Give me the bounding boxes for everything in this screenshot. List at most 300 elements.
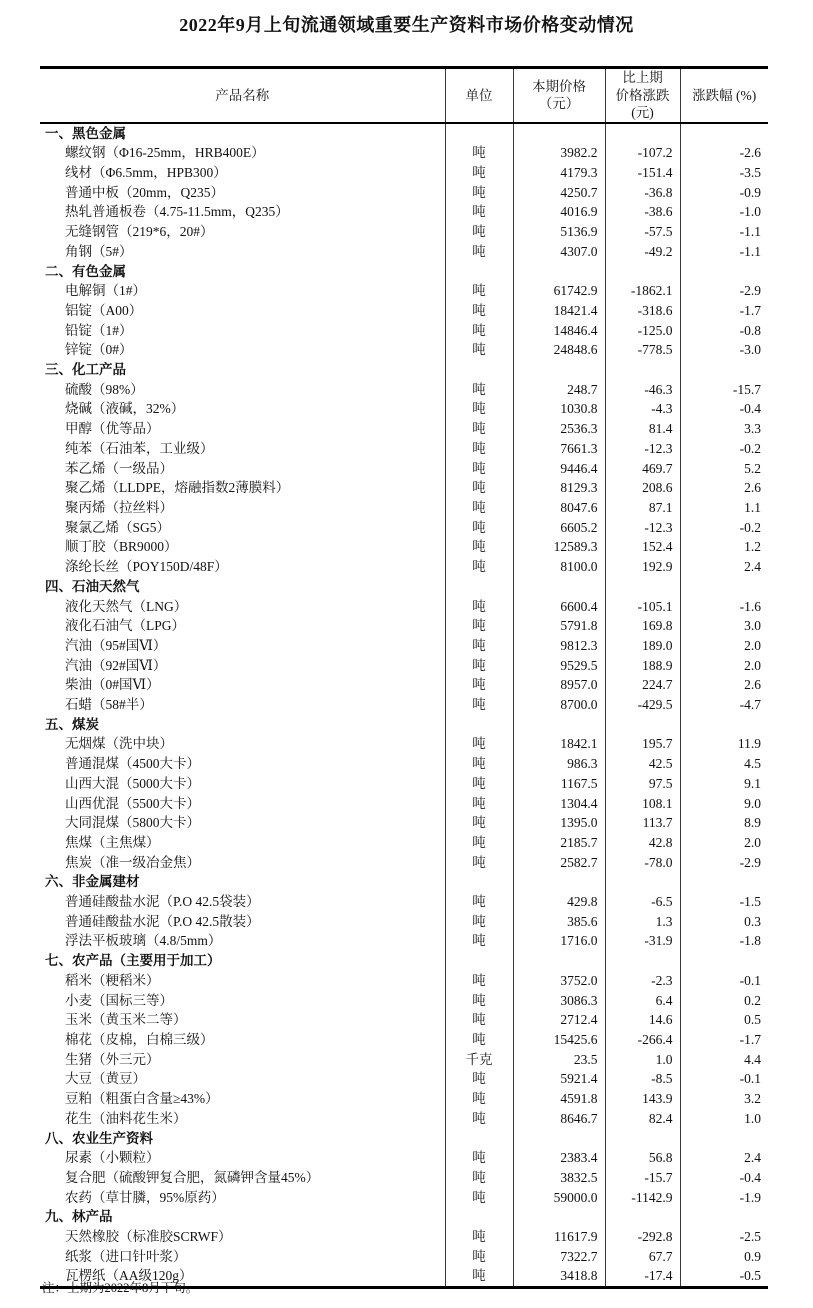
product-name-cell: 棉花（皮棉，白棉三级） — [65, 1031, 214, 1047]
product-row — [40, 518, 768, 538]
product-row — [40, 222, 768, 242]
change-cell — [605, 262, 680, 282]
pct-cell — [680, 262, 768, 282]
header-row — [40, 68, 768, 123]
product-row — [40, 1030, 768, 1050]
price-cell: 1716.0 — [513, 931, 605, 951]
change-cell: -266.4 — [605, 1030, 680, 1050]
pct-cell: 3.3 — [680, 419, 768, 439]
price-cell: 3418.8 — [513, 1266, 605, 1287]
pct-cell: 1.1 — [680, 498, 768, 518]
product-row — [40, 537, 768, 557]
product-row — [40, 833, 768, 853]
pct-cell: 4.5 — [680, 754, 768, 774]
unit-cell: 吨 — [445, 301, 513, 321]
product-name-cell: 线材（Φ6.5mm，HPB300） — [65, 165, 227, 181]
unit-cell: 吨 — [445, 281, 513, 301]
product-name-cell: 纸浆（进口针叶浆） — [65, 1248, 187, 1264]
product-name-cell: 复合肥（硫酸钾复合肥，氮磷钾含量45%） — [65, 1169, 320, 1185]
unit-cell — [445, 1207, 513, 1227]
change-cell: 87.1 — [605, 498, 680, 518]
unit-cell: 吨 — [445, 557, 513, 577]
product-row — [40, 321, 768, 341]
unit-cell: 吨 — [445, 1227, 513, 1247]
price-cell: 2185.7 — [513, 833, 605, 853]
pct-cell: 2.6 — [680, 478, 768, 498]
product-name-cell: 纯苯（石油苯，工业级） — [65, 440, 214, 456]
unit-cell: 吨 — [445, 1148, 513, 1168]
product-row — [40, 1247, 768, 1267]
section-header-row — [40, 123, 768, 144]
price-cell: 14846.4 — [513, 321, 605, 341]
pct-cell: -0.8 — [680, 321, 768, 341]
product-row — [40, 1089, 768, 1109]
product-row — [40, 636, 768, 656]
price-cell: 18421.4 — [513, 301, 605, 321]
unit-cell — [445, 262, 513, 282]
unit-cell: 吨 — [445, 340, 513, 360]
product-row — [40, 183, 768, 203]
price-cell: 61742.9 — [513, 281, 605, 301]
pct-cell: -0.9 — [680, 183, 768, 203]
unit-cell: 吨 — [445, 931, 513, 951]
product-row — [40, 734, 768, 754]
pct-cell: -2.5 — [680, 1227, 768, 1247]
unit-cell: 吨 — [445, 695, 513, 715]
change-cell: -292.8 — [605, 1227, 680, 1247]
unit-cell — [445, 951, 513, 971]
change-cell: 224.7 — [605, 675, 680, 695]
unit-cell: 吨 — [445, 242, 513, 262]
unit-cell: 吨 — [445, 498, 513, 518]
header-current-price-line1: 本期价格 — [532, 78, 586, 94]
pct-cell: 2.6 — [680, 675, 768, 695]
change-cell: 192.9 — [605, 557, 680, 577]
price-cell: 8646.7 — [513, 1109, 605, 1129]
pct-cell — [680, 577, 768, 597]
pct-cell: 9.0 — [680, 794, 768, 814]
unit-cell: 吨 — [445, 912, 513, 932]
price-cell: 8100.0 — [513, 557, 605, 577]
change-cell: -151.4 — [605, 163, 680, 183]
header-pct-change — [680, 68, 768, 123]
price-cell: 8129.3 — [513, 478, 605, 498]
product-name-cell: 小麦（国标三等） — [65, 992, 173, 1008]
product-name-cell: 汽油（92#国Ⅵ） — [65, 657, 167, 673]
product-name-cell: 聚丙烯（拉丝料） — [65, 500, 173, 515]
product-row — [40, 774, 768, 794]
pct-cell: -0.4 — [680, 1168, 768, 1188]
unit-cell: 吨 — [445, 380, 513, 400]
price-table-body — [40, 123, 768, 1288]
pct-cell — [680, 123, 768, 144]
section-header-row — [40, 577, 768, 597]
pct-cell — [680, 1129, 768, 1149]
change-cell: 152.4 — [605, 537, 680, 557]
price-cell: 8957.0 — [513, 675, 605, 695]
price-cell: 3752.0 — [513, 971, 605, 991]
change-cell: -46.3 — [605, 380, 680, 400]
change-cell — [605, 123, 680, 144]
change-cell: 1.3 — [605, 912, 680, 932]
product-row — [40, 163, 768, 183]
pct-cell: -3.5 — [680, 163, 768, 183]
unit-cell: 吨 — [445, 991, 513, 1011]
pct-cell: 2.0 — [680, 636, 768, 656]
unit-cell — [445, 872, 513, 892]
product-row — [40, 853, 768, 873]
unit-cell: 吨 — [445, 1089, 513, 1109]
pct-cell: -0.1 — [680, 971, 768, 991]
product-row — [40, 478, 768, 498]
unit-cell: 吨 — [445, 459, 513, 479]
price-cell: 23.5 — [513, 1050, 605, 1070]
product-row — [40, 1227, 768, 1247]
change-cell: 208.6 — [605, 478, 680, 498]
price-cell: 2712.4 — [513, 1010, 605, 1030]
product-name-cell: 汽油（95#国Ⅵ） — [65, 637, 167, 653]
change-cell: 42.8 — [605, 833, 680, 853]
price-cell: 1167.5 — [513, 774, 605, 794]
pct-cell: -1.5 — [680, 892, 768, 912]
product-name-cell: 普通混煤（4500大卡） — [65, 756, 200, 772]
unit-cell: 吨 — [445, 1266, 513, 1287]
product-name-cell: 山西大混（5000大卡） — [65, 775, 200, 791]
price-cell — [513, 1129, 605, 1149]
price-table — [40, 66, 768, 1289]
header-product-label: 产品名称 — [215, 87, 270, 103]
pct-cell — [680, 1207, 768, 1227]
unit-cell — [445, 360, 513, 380]
product-row — [40, 301, 768, 321]
unit-cell: 吨 — [445, 813, 513, 833]
pct-cell: -1.1 — [680, 222, 768, 242]
change-cell: 143.9 — [605, 1089, 680, 1109]
unit-cell: 吨 — [445, 163, 513, 183]
unit-cell: 吨 — [445, 794, 513, 814]
price-cell: 9446.4 — [513, 459, 605, 479]
unit-cell: 吨 — [445, 656, 513, 676]
change-cell: -12.3 — [605, 518, 680, 538]
product-name-cell: 花生（油料花生米） — [65, 1110, 187, 1126]
change-cell: -31.9 — [605, 931, 680, 951]
change-cell: 14.6 — [605, 1010, 680, 1030]
unit-cell: 吨 — [445, 1010, 513, 1030]
price-cell: 11617.9 — [513, 1227, 605, 1247]
product-name-cell: 普通中板（20mm，Q235） — [65, 184, 225, 200]
change-cell: -15.7 — [605, 1168, 680, 1188]
unit-cell: 吨 — [445, 143, 513, 163]
section-header-row — [40, 715, 768, 735]
product-row — [40, 754, 768, 774]
change-cell: -49.2 — [605, 242, 680, 262]
unit-cell: 吨 — [445, 616, 513, 636]
change-cell: 1.0 — [605, 1050, 680, 1070]
change-cell: -17.4 — [605, 1266, 680, 1287]
unit-cell: 千克 — [445, 1050, 513, 1070]
pct-cell: 2.4 — [680, 1148, 768, 1168]
product-row — [40, 498, 768, 518]
price-cell: 7322.7 — [513, 1247, 605, 1267]
pct-cell: 2.0 — [680, 833, 768, 853]
change-cell: -36.8 — [605, 183, 680, 203]
price-cell — [513, 360, 605, 380]
change-cell: 42.5 — [605, 754, 680, 774]
change-cell: -318.6 — [605, 301, 680, 321]
price-cell: 2536.3 — [513, 419, 605, 439]
section-name-cell: 五、煤炭 — [45, 716, 99, 732]
unit-cell — [445, 715, 513, 735]
product-row — [40, 281, 768, 301]
unit-cell: 吨 — [445, 419, 513, 439]
section-name-cell: 四、石油天然气 — [45, 578, 140, 594]
change-cell: 169.8 — [605, 616, 680, 636]
page-title: 2022年9月上旬流通领域重要生产资料市场价格变动情况 — [179, 15, 634, 35]
product-row — [40, 439, 768, 459]
product-row — [40, 1050, 768, 1070]
section-header-row — [40, 872, 768, 892]
product-row — [40, 695, 768, 715]
pct-cell: -3.0 — [680, 340, 768, 360]
product-row — [40, 675, 768, 695]
price-cell: 3982.2 — [513, 143, 605, 163]
product-row — [40, 912, 768, 932]
product-row — [40, 971, 768, 991]
change-cell: 469.7 — [605, 459, 680, 479]
change-cell: -8.5 — [605, 1069, 680, 1089]
product-name-cell: 浮法平板玻璃（4.8/5mm） — [65, 933, 222, 949]
price-cell: 4591.8 — [513, 1089, 605, 1109]
price-table-header — [40, 68, 768, 123]
price-cell: 9812.3 — [513, 636, 605, 656]
price-cell: 3832.5 — [513, 1168, 605, 1188]
price-cell: 4307.0 — [513, 242, 605, 262]
pct-cell: -15.7 — [680, 380, 768, 400]
price-cell — [513, 123, 605, 144]
product-name-cell: 烧碱（液碱，32%） — [65, 401, 185, 417]
unit-cell: 吨 — [445, 1069, 513, 1089]
change-cell: -1142.9 — [605, 1188, 680, 1208]
change-cell: -57.5 — [605, 222, 680, 242]
section-header-row — [40, 262, 768, 282]
section-name-cell: 七、农产品（主要用于加工） — [45, 953, 221, 969]
price-cell: 12589.3 — [513, 537, 605, 557]
product-name-cell: 无烟煤（洗中块） — [65, 736, 173, 752]
pct-cell: -0.1 — [680, 1069, 768, 1089]
pct-cell: -2.6 — [680, 143, 768, 163]
product-name-cell: 豆粕（粗蛋白含量≥43%） — [65, 1091, 219, 1107]
pct-cell: 5.2 — [680, 459, 768, 479]
product-name-cell: 铝锭（A00） — [65, 302, 143, 318]
change-cell: -2.3 — [605, 971, 680, 991]
product-row — [40, 419, 768, 439]
price-cell: 1842.1 — [513, 734, 605, 754]
unit-cell: 吨 — [445, 321, 513, 341]
change-cell: 6.4 — [605, 991, 680, 1011]
section-header-row — [40, 360, 768, 380]
pct-cell: 1.0 — [680, 1109, 768, 1129]
product-row — [40, 1069, 768, 1089]
change-cell: 67.7 — [605, 1247, 680, 1267]
pct-cell: 2.0 — [680, 656, 768, 676]
product-row — [40, 380, 768, 400]
unit-cell: 吨 — [445, 1188, 513, 1208]
product-name-cell: 热轧普通板卷（4.75-11.5mm，Q235） — [65, 204, 289, 220]
unit-cell: 吨 — [445, 833, 513, 853]
unit-cell: 吨 — [445, 734, 513, 754]
pct-cell — [680, 951, 768, 971]
price-cell: 6605.2 — [513, 518, 605, 538]
pct-cell: 4.4 — [680, 1050, 768, 1070]
price-cell: 5136.9 — [513, 222, 605, 242]
price-cell: 15425.6 — [513, 1030, 605, 1050]
change-cell: 188.9 — [605, 656, 680, 676]
section-header-row — [40, 1129, 768, 1149]
product-row — [40, 399, 768, 419]
product-row — [40, 1010, 768, 1030]
product-row — [40, 1188, 768, 1208]
product-row — [40, 794, 768, 814]
product-name-cell: 焦煤（主焦煤） — [65, 834, 160, 850]
price-cell: 986.3 — [513, 754, 605, 774]
price-cell: 9529.5 — [513, 656, 605, 676]
price-cell: 4179.3 — [513, 163, 605, 183]
unit-cell: 吨 — [445, 1109, 513, 1129]
pct-cell: 3.2 — [680, 1089, 768, 1109]
pct-cell: -4.7 — [680, 695, 768, 715]
unit-cell: 吨 — [445, 892, 513, 912]
section-name-cell: 二、有色金属 — [45, 263, 126, 279]
pct-cell — [680, 715, 768, 735]
pct-cell: -0.4 — [680, 399, 768, 419]
product-row — [40, 616, 768, 636]
price-cell: 7661.3 — [513, 439, 605, 459]
section-name-cell: 六、非金属建材 — [45, 874, 140, 890]
product-name-cell: 锌锭（0#） — [65, 342, 133, 358]
pct-cell: 2.4 — [680, 557, 768, 577]
product-row — [40, 202, 768, 222]
product-row — [40, 1109, 768, 1129]
product-name-cell: 顺丁胶（BR9000） — [65, 539, 178, 555]
price-cell: 24848.6 — [513, 340, 605, 360]
price-cell: 385.6 — [513, 912, 605, 932]
change-cell: 82.4 — [605, 1109, 680, 1129]
pct-cell: -2.9 — [680, 281, 768, 301]
change-cell: 81.4 — [605, 419, 680, 439]
product-name-cell: 涤纶长丝（POY150D/48F） — [65, 559, 228, 575]
pct-cell: 0.5 — [680, 1010, 768, 1030]
product-name-cell: 大同混煤（5800大卡） — [65, 815, 200, 831]
section-name-cell: 八、农业生产资料 — [45, 1130, 153, 1146]
unit-cell: 吨 — [445, 399, 513, 419]
price-cell — [513, 715, 605, 735]
product-row — [40, 892, 768, 912]
change-cell — [605, 715, 680, 735]
pct-cell: 11.9 — [680, 734, 768, 754]
product-name-cell: 硫酸（98%） — [65, 381, 144, 397]
product-name-cell: 柴油（0#国Ⅵ） — [65, 677, 160, 693]
unit-cell: 吨 — [445, 1247, 513, 1267]
change-cell: -778.5 — [605, 340, 680, 360]
change-cell — [605, 360, 680, 380]
pct-cell: -1.9 — [680, 1188, 768, 1208]
unit-cell: 吨 — [445, 202, 513, 222]
price-cell — [513, 951, 605, 971]
header-current-price — [513, 68, 605, 123]
price-cell: 8700.0 — [513, 695, 605, 715]
product-row — [40, 931, 768, 951]
section-name-cell: 三、化工产品 — [45, 362, 126, 378]
change-cell — [605, 872, 680, 892]
price-cell: 5791.8 — [513, 616, 605, 636]
pct-cell: -1.8 — [680, 931, 768, 951]
price-cell — [513, 577, 605, 597]
pct-cell: -1.7 — [680, 301, 768, 321]
pct-cell: -1.7 — [680, 1030, 768, 1050]
unit-cell — [445, 577, 513, 597]
change-cell: 97.5 — [605, 774, 680, 794]
unit-cell: 吨 — [445, 222, 513, 242]
pct-cell — [680, 872, 768, 892]
change-cell: -4.3 — [605, 399, 680, 419]
unit-cell — [445, 1129, 513, 1149]
pct-cell: 9.1 — [680, 774, 768, 794]
unit-cell: 吨 — [445, 754, 513, 774]
price-cell: 1030.8 — [513, 399, 605, 419]
price-cell: 1395.0 — [513, 813, 605, 833]
price-cell: 4016.9 — [513, 202, 605, 222]
change-cell: -12.3 — [605, 439, 680, 459]
product-name-cell: 大豆（黄豆） — [65, 1071, 146, 1087]
header-product — [40, 68, 445, 123]
header-price-change-line1: 比上期 — [622, 70, 663, 85]
pct-cell: -2.9 — [680, 853, 768, 873]
product-name-cell: 液化石油气（LPG） — [65, 618, 186, 634]
product-name-cell: 普通硅酸盐水泥（P.O 42.5袋装） — [65, 894, 260, 910]
product-name-cell: 农药（草甘膦，95%原药） — [65, 1189, 225, 1205]
product-name-cell: 苯乙烯（一级品） — [65, 460, 173, 476]
product-name-cell: 瓦楞纸（AA级120g） — [65, 1268, 193, 1284]
header-current-price-line2: （元） — [538, 96, 580, 112]
product-name-cell: 液化天然气（LNG） — [65, 598, 188, 614]
unit-cell: 吨 — [445, 597, 513, 617]
change-cell: -38.6 — [605, 202, 680, 222]
product-row — [40, 242, 768, 262]
unit-cell: 吨 — [445, 183, 513, 203]
price-cell: 1304.4 — [513, 794, 605, 814]
change-cell: -6.5 — [605, 892, 680, 912]
product-name-cell: 角钢（5#） — [65, 243, 133, 259]
change-cell: 56.8 — [605, 1148, 680, 1168]
section-header-row — [40, 1207, 768, 1227]
product-row — [40, 656, 768, 676]
pct-cell: -0.2 — [680, 439, 768, 459]
unit-cell: 吨 — [445, 439, 513, 459]
header-price-change — [605, 68, 680, 123]
product-row — [40, 340, 768, 360]
pct-cell: -0.5 — [680, 1266, 768, 1287]
price-cell: 8047.6 — [513, 498, 605, 518]
footnote: 注：上期为2022年8月下旬。 — [42, 1281, 199, 1295]
product-name-cell: 尿素（小颗粒） — [65, 1150, 160, 1166]
unit-cell: 吨 — [445, 675, 513, 695]
product-name-cell: 无缝钢管（219*6，20#） — [65, 224, 214, 240]
product-name-cell: 石蜡（58#半） — [65, 697, 153, 713]
product-row — [40, 597, 768, 617]
change-cell: -1862.1 — [605, 281, 680, 301]
product-row — [40, 459, 768, 479]
unit-cell: 吨 — [445, 537, 513, 557]
